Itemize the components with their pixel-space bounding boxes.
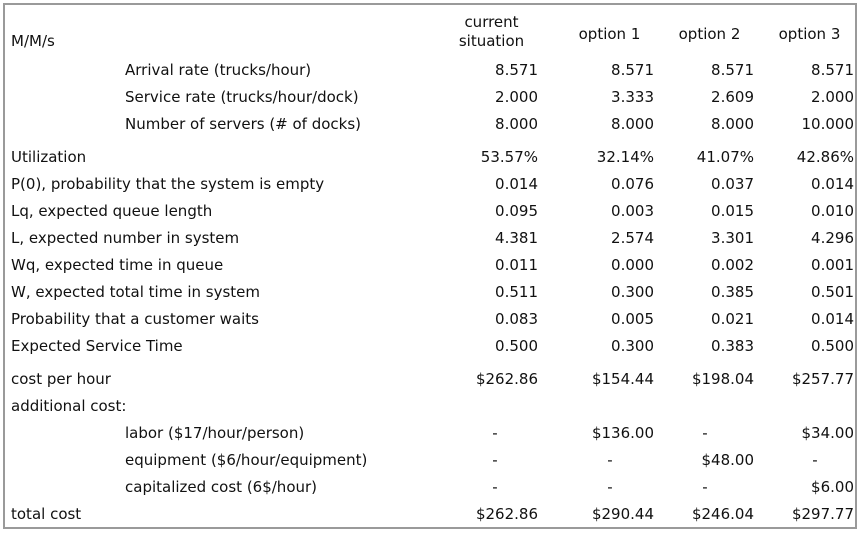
value-cell: - — [812, 451, 818, 469]
row-label: Arrival rate (trucks/hour) — [125, 61, 312, 79]
value-cell: $257.77 — [791, 370, 854, 388]
value-cell: 0.014 — [811, 175, 854, 193]
value-cell: 3.333 — [611, 88, 654, 106]
row-label: capitalized cost (6$/hour) — [125, 478, 318, 496]
value-cell: $48.00 — [701, 451, 754, 469]
value-cell: $262.86 — [475, 370, 538, 388]
value-cell: 0.037 — [711, 175, 754, 193]
value-cell: 10.000 — [801, 115, 854, 133]
row-label: cost per hour — [11, 370, 111, 388]
value-cell: - — [492, 424, 498, 442]
value-cell: $6.00 — [811, 478, 854, 496]
value-cell: 0.501 — [811, 283, 854, 301]
row-label: Expected Service Time — [11, 337, 183, 355]
value-cell: 0.002 — [711, 256, 754, 274]
value-cell: 32.14% — [596, 148, 654, 166]
value-cell: 8.000 — [611, 115, 654, 133]
value-cell: 0.014 — [811, 310, 854, 328]
table-row — [5, 225, 855, 252]
value-cell: 8.000 — [495, 115, 538, 133]
value-cell: $290.44 — [591, 505, 654, 523]
total-cost-row — [5, 501, 855, 528]
row-label: Utilization — [11, 148, 87, 166]
value-cell: 2.574 — [611, 229, 654, 247]
column-header-option2: option 2 — [678, 25, 741, 43]
value-cell: $297.77 — [791, 505, 854, 523]
column-header-option3: option 3 — [778, 25, 841, 43]
value-cell: 0.015 — [711, 202, 754, 220]
value-cell: 2.000 — [811, 88, 854, 106]
value-cell: 0.011 — [495, 256, 538, 274]
value-cell: 8.000 — [711, 115, 754, 133]
column-header-line: current — [464, 13, 519, 31]
value-cell: $136.00 — [591, 424, 654, 442]
additional-cost-row — [5, 393, 855, 420]
column-header-option1: option 1 — [578, 25, 641, 43]
value-cell: 53.57% — [480, 148, 538, 166]
table-row — [5, 447, 855, 474]
row-label: P(0), probability that the system is empty — [11, 175, 325, 193]
value-cell: 3.301 — [711, 229, 754, 247]
value-cell: - — [702, 424, 708, 442]
table-row — [5, 57, 855, 84]
value-cell: 0.001 — [811, 256, 854, 274]
value-cell: 8.571 — [811, 61, 854, 79]
value-cell: 0.385 — [711, 283, 754, 301]
value-cell: 0.500 — [495, 337, 538, 355]
row-label: Lq, expected queue length — [11, 202, 213, 220]
value-cell: $154.44 — [591, 370, 654, 388]
row-label: additional cost: — [11, 397, 127, 415]
row-label: Wq, expected time in queue — [11, 256, 224, 274]
spreadsheet-table — [3, 3, 857, 529]
model-label: M/M/s — [11, 32, 55, 50]
value-cell: 0.010 — [811, 202, 854, 220]
cost-per-hour-row — [5, 366, 855, 393]
table-row — [5, 420, 855, 447]
row-label: W, expected total time in system — [11, 283, 261, 301]
value-cell: - — [492, 478, 498, 496]
column-header-current — [445, 13, 538, 53]
table-row — [5, 279, 855, 306]
table-row — [5, 306, 855, 333]
value-cell: 0.300 — [611, 283, 654, 301]
value-cell: 4.381 — [495, 229, 538, 247]
table-row — [5, 333, 855, 360]
value-cell: 0.083 — [495, 310, 538, 328]
table-row — [5, 198, 855, 225]
value-cell: 2.000 — [495, 88, 538, 106]
value-cell: $198.04 — [691, 370, 754, 388]
value-cell: 8.571 — [611, 61, 654, 79]
value-cell: 4.296 — [811, 229, 854, 247]
column-header-line: situation — [458, 32, 525, 50]
value-cell: 8.571 — [495, 61, 538, 79]
table-row — [5, 111, 855, 138]
row-label: L, expected number in system — [11, 229, 240, 247]
value-cell: 0.003 — [611, 202, 654, 220]
value-cell: - — [702, 478, 708, 496]
row-label: Service rate (trucks/hour/dock) — [125, 88, 359, 106]
table-row — [5, 144, 855, 171]
value-cell: - — [607, 478, 613, 496]
table-row — [5, 474, 855, 501]
value-cell: 0.300 — [611, 337, 654, 355]
table-row — [5, 252, 855, 279]
row-label: equipment ($6/hour/equipment) — [125, 451, 368, 469]
table-row — [5, 84, 855, 111]
row-label: labor ($17/hour/person) — [125, 424, 305, 442]
value-cell: 0.383 — [711, 337, 754, 355]
value-cell: 42.86% — [796, 148, 854, 166]
value-cell: 41.07% — [696, 148, 754, 166]
value-cell: 0.511 — [495, 283, 538, 301]
value-cell: 0.076 — [611, 175, 654, 193]
value-cell: $246.04 — [691, 505, 754, 523]
row-label: Probability that a customer waits — [11, 310, 259, 328]
row-label: total cost — [11, 505, 82, 523]
value-cell: 0.500 — [811, 337, 854, 355]
value-cell: 0.095 — [495, 202, 538, 220]
value-cell: 0.005 — [611, 310, 654, 328]
value-cell: 0.014 — [495, 175, 538, 193]
row-label: Number of servers (# of docks) — [125, 115, 362, 133]
value-cell: 0.021 — [711, 310, 754, 328]
value-cell: - — [492, 451, 498, 469]
value-cell: $34.00 — [801, 424, 854, 442]
value-cell: 8.571 — [711, 61, 754, 79]
table-row — [5, 171, 855, 198]
value-cell: 0.000 — [611, 256, 654, 274]
value-cell: - — [607, 451, 613, 469]
value-cell: 2.609 — [711, 88, 754, 106]
value-cell: $262.86 — [475, 505, 538, 523]
